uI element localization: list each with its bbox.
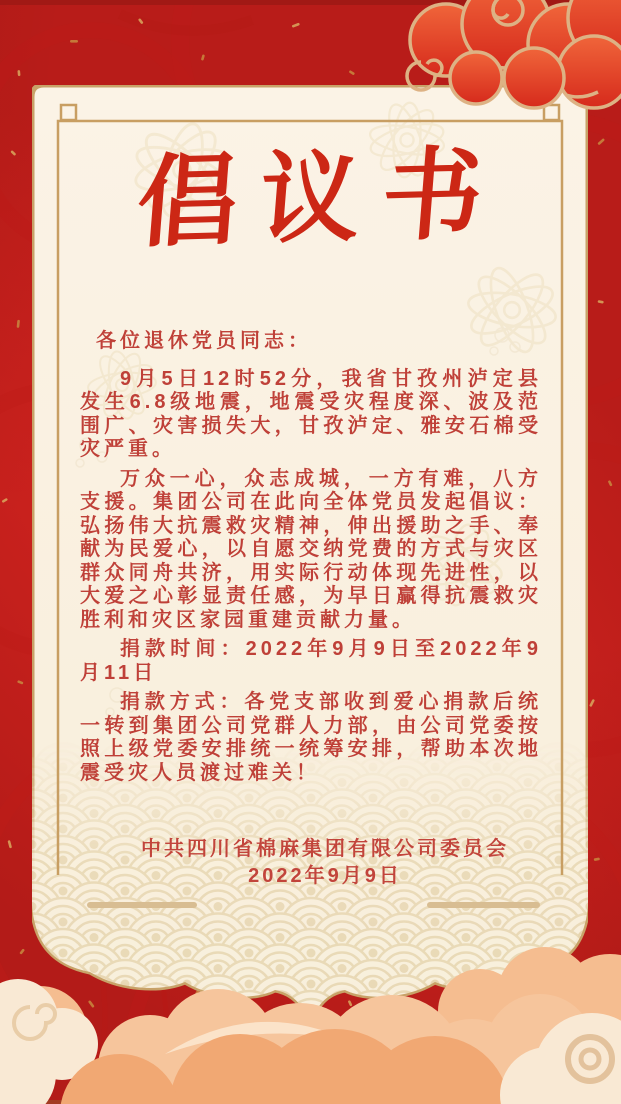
paragraph-donation-time: 捐款时间：2022年9月9日至2022年9月11日 [80, 638, 542, 684]
paragraph-donation-method: 捐款方式：各党支部收到爱心捐款后统一转到集团公司党群人力部，由公司党委按照上级党委安排统一统筹安排，帮助本次地震受灾人员渡过难关！ [80, 691, 542, 784]
top-right-cloud-icon [376, 0, 621, 115]
salutation: 各位退休党员同志： [96, 330, 312, 352]
letter-body [80, 330, 542, 791]
poster-title: 倡议书 [132, 133, 510, 262]
paragraph-initiative: 万众一心，众志成城，一方有难，八方支援。集团公司在此向全体党员发起倡议：弘扬伟大抗震救灾精神，伸出援助之手、奉献为民爱心，以自愿交纳党费的方式与灾区群众同舟共济，用实际行动体现先进性，以大爱之心彰显责任感，为早日赢得抗震救灾胜利和灾区家园重建贡献力量。 [80, 467, 542, 631]
signature-date: 2022年9月9日 [248, 865, 402, 887]
signature-block [94, 836, 556, 890]
paragraph-earthquake: 9月5日12时52分，我省甘孜州泸定县发生6.8级地震，地震受灾程度深、波及范围广、灾害损失大，甘孜泸定、雅安石棉受灾严重。 [80, 367, 542, 460]
bottom-clouds-decoration [0, 899, 621, 1104]
signature-org: 中共四川省棉麻集团有限公司委员会 [141, 838, 509, 860]
